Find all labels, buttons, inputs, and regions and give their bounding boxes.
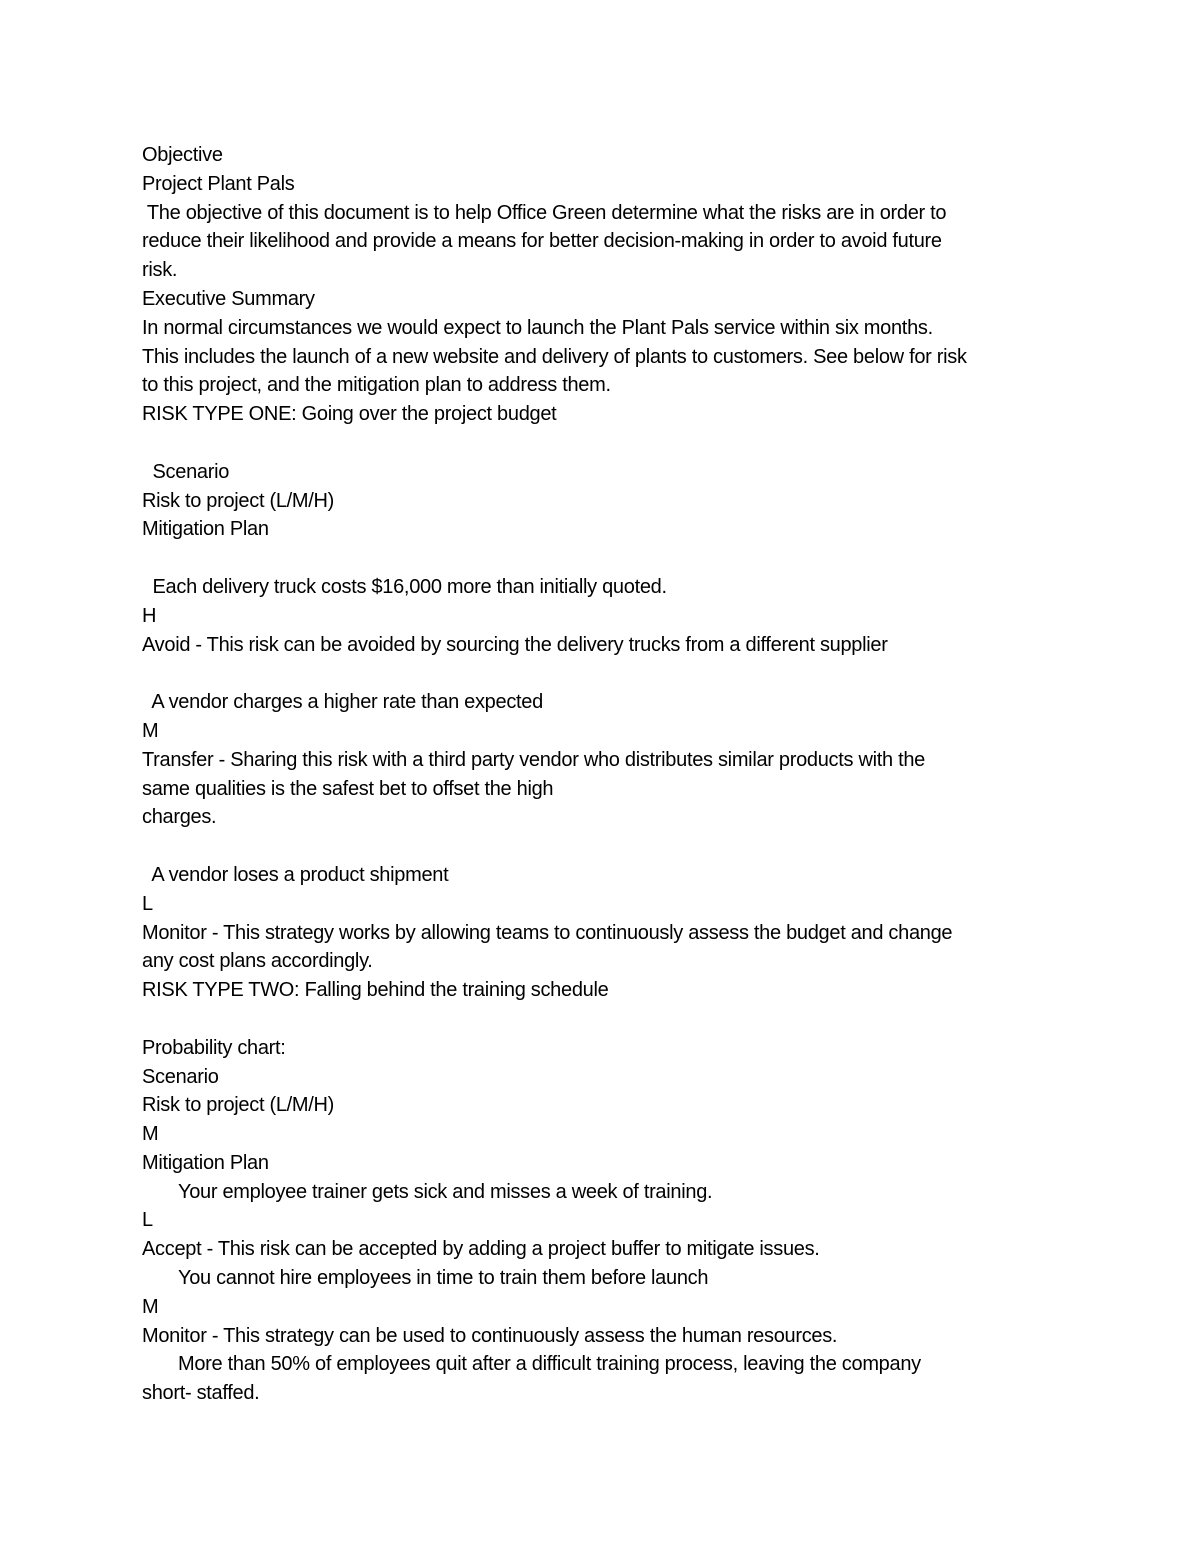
- risk-one-header-scenario: Scenario: [142, 460, 230, 483]
- risk-two-header-risk: Risk to project (L/M/H): [142, 1094, 335, 1117]
- risk-one-row-scenario: Each delivery truck costs $16,000 more than initially quoted.: [142, 575, 667, 598]
- risk-two-row-mitigation: Accept - This risk can be accepted by adding a project buffer to mitigate issues.: [142, 1238, 820, 1261]
- risk-one-row-mitigation: Transfer - Sharing this risk with a third party vendor who distributes similar products with the: [142, 748, 925, 771]
- risk-one-row-level: M: [142, 719, 159, 742]
- risk-one-row-scenario: A vendor loses a product shipment: [142, 863, 449, 886]
- risk-one-row-mitigation: Avoid - This risk can be avoided by sourcing the delivery trucks from a different supplier: [142, 633, 888, 656]
- summary-text-line: In normal circumstances we would expect to launch the Plant Pals service within six months.: [142, 316, 933, 339]
- risk-type-one-title: RISK TYPE ONE: Going over the project budget: [142, 403, 557, 426]
- risk-one-row-mitigation: Monitor - This strategy works by allowing teams to continuously assess the budget and change: [142, 921, 953, 944]
- risk-one-header-risk: Risk to project (L/M/H): [142, 489, 335, 512]
- risk-one-row-scenario: A vendor charges a higher rate than expected: [142, 691, 543, 714]
- risk-two-final-scenario: short- staffed.: [142, 1382, 260, 1405]
- summary-text-line: This includes the launch of a new website and delivery of plants to customers. See below for risk: [142, 345, 967, 368]
- risk-two-header-mitigation: Mitigation Plan: [142, 1151, 269, 1174]
- spacer: [142, 1005, 1067, 1034]
- spacer: [142, 832, 1067, 861]
- risk-two-row-level: M: [142, 1295, 159, 1318]
- objective-text-line: reduce their likelihood and provide a means for better decision-making in order to avoid future: [142, 230, 942, 253]
- risk-one-row-mitigation: charges.: [142, 806, 217, 829]
- risk-one-header-mitigation: Mitigation Plan: [142, 518, 269, 541]
- objective-text-line: risk.: [142, 259, 178, 282]
- risk-two-row-level: L: [142, 1209, 153, 1232]
- risk-one-row-level: H: [142, 604, 157, 627]
- objective-heading: Objective: [142, 144, 223, 166]
- risk-one-row-mitigation: same qualities is the safest bet to offset the high: [142, 777, 554, 800]
- spacer: [142, 544, 1067, 573]
- risk-two-header-scenario: Scenario: [142, 1065, 219, 1088]
- risk-two-row-scenario: You cannot hire employees in time to train them before launch: [178, 1267, 709, 1290]
- project-name: Project Plant Pals: [142, 172, 295, 195]
- risk-one-row-level: L: [142, 892, 153, 915]
- risk-two-row-scenario: Your employee trainer gets sick and misses a week of training.: [178, 1180, 713, 1203]
- risk-two-final-scenario: More than 50% of employees quit after a difficult training process, leaving the company: [178, 1353, 921, 1376]
- spacer: [142, 429, 1067, 458]
- risk-two-row-mitigation: Monitor - This strategy can be used to continuously assess the human resources.: [142, 1324, 838, 1347]
- spacer: [142, 659, 1067, 688]
- risk-two-header-risk-value: M: [142, 1123, 159, 1146]
- probability-chart-label: Probability chart:: [142, 1036, 286, 1059]
- executive-summary-heading: Executive Summary: [142, 287, 315, 310]
- risk-one-row-mitigation: any cost plans accordingly.: [142, 950, 373, 973]
- risk-type-two-title: RISK TYPE TWO: Falling behind the training schedule: [142, 979, 609, 1002]
- document-body: [142, 141, 1067, 1408]
- objective-text-line: The objective of this document is to help Office Green determine what the risks are in order to: [142, 201, 947, 224]
- summary-text-line: to this project, and the mitigation plan to address them.: [142, 374, 611, 397]
